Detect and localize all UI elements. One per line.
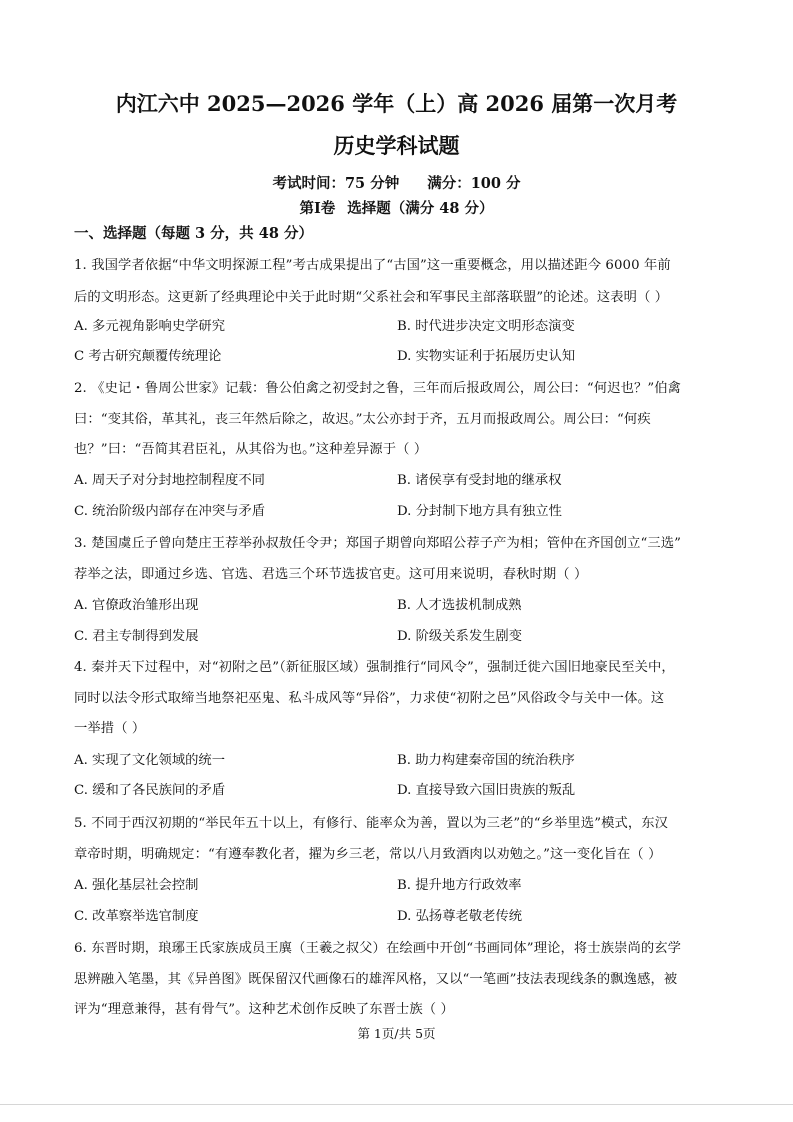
question-1-option-c: C 考古研究颠覆传统理论 [74, 349, 222, 364]
question-1-option-b: B. 时代进步决定文明形态演变 [397, 319, 575, 334]
question-3-option-a: A. 官僚政治雏形出现 [74, 598, 199, 613]
page-bottom-divider [0, 1104, 793, 1105]
question-5-option-a: A. 强化基层社会控制 [74, 878, 199, 893]
question-2-option-b: B. 诸侯享有受封地的继承权 [397, 473, 562, 488]
question-3-option-d: D. 阶级关系发生剧变 [397, 629, 523, 644]
question-5-option-d: D. 弘扬尊老敬老传统 [397, 909, 523, 924]
question-4-option-c: C. 缓和了各民族间的矛盾 [74, 783, 226, 798]
exam-info [0, 172, 793, 193]
question-3-line-2: 荐举之法，即通过乡选、官选、君选三个环节选拔官吏。这可用来说明，春秋时期（ ） [74, 567, 588, 582]
question-2-line-1: 2. 《史记・鲁周公世家》记载：鲁公伯禽之初受封之鲁，三年而后报政周公，周公曰：“何迟也？”伯禽 [74, 381, 682, 396]
question-4-option-b: B. 助力构建秦帝国的统治秩序 [397, 753, 575, 768]
question-2-line-3: 也？”曰：“吾简其君臣礼，从其俗为也。”这种差异源于（ ） [74, 442, 428, 457]
volume-label: 第Ⅰ卷 [299, 200, 336, 217]
page-number: 第 1页/共 5页 [357, 1026, 436, 1041]
section-heading: 一、选择题（每题 3 分，共 48 分） [74, 225, 313, 242]
question-4-line-3: 一举措（ ） [74, 721, 146, 736]
question-2-line-2: 曰：“变其俗，革其礼，丧三年然后除之，故迟。”太公亦封于齐，五月而报政周公。周公曰：“何疾 [74, 412, 651, 427]
question-6-line-2: 思辨融入笔墨，其《异兽图》既保留汉代画像石的雄浑风格，又以“一笔画”技法表现线条的飘逸感，被 [74, 972, 678, 987]
question-5-option-b: B. 提升地方行政效率 [397, 878, 522, 893]
question-6-line-1: 6. 东晋时期，琅琊王氏家族成员王廙（王羲之叔父）在绘画中开创“书画同体”理论，将士族崇尚的玄学 [74, 941, 682, 956]
exam-title: 内江六中 2025—2026 学年（上）高 2026 届第一次月考 [115, 91, 678, 116]
question-3-option-b: B. 人才选拔机制成熟 [397, 598, 522, 613]
question-2-option-c: C. 统治阶级内部存在冲突与矛盾 [74, 504, 266, 519]
question-4-option-a: A. 实现了文化领域的统一 [74, 753, 226, 768]
question-4-line-1: 4. 秦并天下过程中，对“初附之邑”（新征服区域）强制推行“同风令”，强制迁徙六国旧地豪民至关中， [74, 660, 675, 675]
volume-title: 选择题（满分 48 分） [347, 200, 494, 217]
question-6-line-3: 评为“理意兼得，甚有骨气”。这种艺术创作反映了东晋士族（ ） [74, 1002, 454, 1017]
question-1-option-d: D. 实物实证利于拓展历史认知 [397, 349, 576, 364]
question-1-option-a: A. 多元视角影响史学研究 [74, 319, 226, 334]
question-1-line-1: 1. 我国学者依据“中华文明探源工程”考古成果提出了“古国”这一重要概念，用以描述距今 6000 年前 [74, 258, 671, 273]
exam-time: 考试时间：75 分钟 [272, 175, 400, 192]
question-5-line-2: 章帝时期，明确规定：“有遵奉教化者，擢为乡三老，常以八月致酒肉以劝勉之。”这一变化旨在（ ） [74, 847, 662, 862]
exam-score: 满分：100 分 [427, 175, 521, 192]
question-5-option-c: C. 改革察举选官制度 [74, 909, 199, 924]
question-3-line-1: 3. 楚国虞丘子曾向楚庄王荐举孙叔敖任令尹；郑国子期曾向郑昭公荐子产为相；管仲在齐国创立“三选” [74, 536, 682, 551]
question-4-option-d: D. 直接导致六国旧贵族的叛乱 [397, 783, 576, 798]
volume-heading [0, 197, 793, 218]
question-1-line-2: 后的文明形态。这更新了经典理论中关于此时期“父系社会和军事民主部落联盟”的论述。这表明（ ） [74, 290, 669, 305]
question-3-option-c: C. 君主专制得到发展 [74, 629, 199, 644]
exam-subject: 历史学科试题 [333, 133, 460, 158]
question-5-line-1: 5. 不同于西汉初期的“举民年五十以上，有修行、能率众为善，置以为三老”的“乡举里选”模式，东汉 [74, 816, 669, 831]
question-4-line-2: 同时以法令形式取缔当地祭祀巫鬼、私斗成风等“异俗”，力求使“初附之邑”风俗政令与关中一体。这 [74, 691, 665, 706]
question-2-option-a: A. 周天子对分封地控制程度不同 [74, 473, 265, 488]
question-2-option-d: D. 分封制下地方具有独立性 [397, 504, 562, 519]
